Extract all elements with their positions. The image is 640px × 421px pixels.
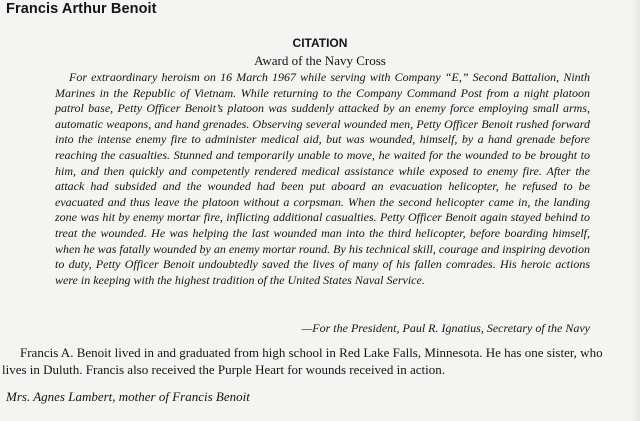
contributor-credit: Mrs. Agnes Lambert, mother of Francis Benoit (6, 389, 250, 404)
award-title: Award of the Navy Cross (254, 53, 386, 68)
honoree-name: Francis Arthur Benoit (6, 1, 157, 17)
citation-text: For extraordinary heroism on 16 March 1967 while serving with Company “E,” Second Battalion, Ninth Marines in the Republic of Vietnam. While returning to the Company Command Post from a night platoon patrol base, Petty Officer Benoit’s platoon was suddenly attacked by an enemy force employing small arms, automatic weapons, and hand grenades. Observing several wounded men, Petty Officer Benoit rushed forward into the intense enemy fire to administer medical aid, but was wounded, himself, by a hand grenade before reaching the casualties. Stunned and temporarily unable to move, he waited for the wounded to be brought to him, and then quickly and competently rendered medical assistance while exposed to enemy fire. After the attack had subsided and the wounded had been put aboard an evacuation helicopter, he refused to be evacuated and thus leave the platoon without a corpsman. When the second helicopter came in, the landing zone was hit by enemy mortar fire, inflicting additional casualties. Petty Officer Benoit again stayed behind to treat the wounded. He was helping the last wounded man into the third helicopter, before boarding himself, when he was fatally wounded by an enemy mortar round. By his technical skill, courage and inspiring devotion to duty, Petty Officer Benoit undoubtedly saved the lives of many of his fallen comrades. His heroic actions were in keeping with the highest tradition of the United States Naval Service. (55, 70, 590, 287)
citation-heading: CITATION (292, 36, 348, 50)
biography-paragraph: Francis A. Benoit lived in and graduated from high school in Red Lake Falls, Minnesota. He has one sister, who lives in Duluth. Francis also received the Purple Heart for wounds received in action. (2, 345, 603, 377)
page-edge-shadow (630, 0, 640, 421)
citation-signature: —For the President, Paul R. Ignatius, Secretary of the Navy (301, 321, 590, 335)
